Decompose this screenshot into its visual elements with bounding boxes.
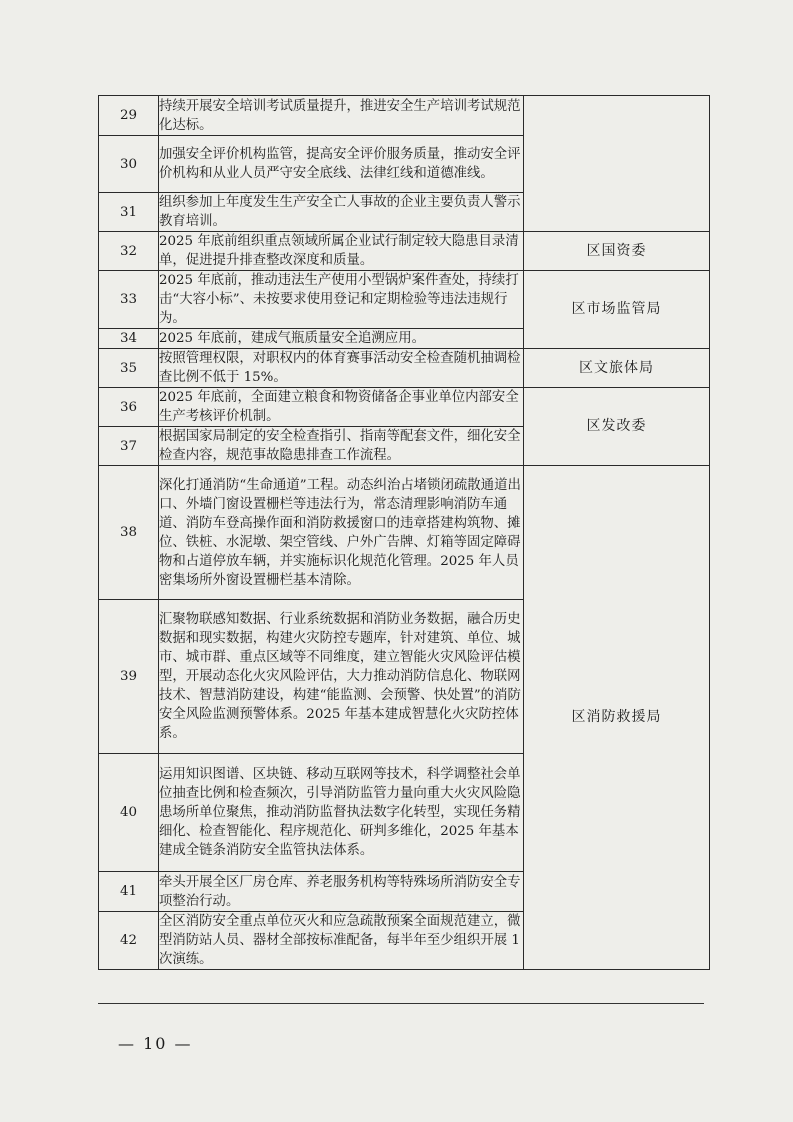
task-text: 2025 年底前，推动违法生产使用小型锅炉案件查处，持续打击“大容小标”、未按要求使用登记和定期检验等违法违规行为。 (159, 271, 524, 329)
row-number: 38 (99, 466, 159, 600)
footer-divider (98, 1003, 704, 1004)
department-cell: 区消防救援局 (524, 466, 710, 970)
row-number: 31 (99, 193, 159, 232)
department-cell: 区发改委 (524, 388, 710, 466)
row-number: 29 (99, 96, 159, 136)
page-number: — 10 — (118, 1034, 193, 1053)
row-number: 37 (99, 427, 159, 466)
task-text: 组织参加上年度发生生产安全亡人事故的企业主要负责人警示教育培训。 (159, 193, 524, 232)
department-cell: 区国资委 (524, 232, 710, 271)
table-row (99, 271, 710, 329)
row-number: 40 (99, 754, 159, 872)
task-text: 牵头开展全区厂房仓库、养老服务机构等特殊场所消防安全专项整治行动。 (159, 872, 524, 912)
table-row (99, 232, 710, 271)
task-text: 2025 年底前，全面建立粮食和物资储备企事业单位内部安全生产考核评价机制。 (159, 388, 524, 427)
row-number: 42 (99, 912, 159, 970)
task-text: 根据国家局制定的安全检查指引、指南等配套文件，细化安全检查内容，规范事故隐患排查工作流程。 (159, 427, 524, 466)
task-text: 2025 年底前组织重点领域所属企业试行制定较大隐患目录清单，促进提升排查整改深度和质量。 (159, 232, 524, 271)
task-text: 汇聚物联感知数据、行业系统数据和消防业务数据，融合历史数据和现实数据，构建火灾防控专题库，针对建筑、单位、城市、城市群、重点区域等不同维度，建立智能火灾风险评估模型，开展动态化火灾风险评估，大力推动消防信息化、物联网技术、智慧消防建设，构建“能监测、会预警、快处置”的消防安全风险监测预警体系。2025 年基本建成智慧化火灾防控体系。 (159, 600, 524, 754)
department-cell: 区市场监管局 (524, 271, 710, 349)
table-row (99, 96, 710, 136)
department-cell: 区文旅体局 (524, 349, 710, 388)
task-text: 持续开展安全培训考试质量提升，推进安全生产培训考试规范化达标。 (159, 96, 524, 136)
row-number: 35 (99, 349, 159, 388)
row-number: 32 (99, 232, 159, 271)
row-number: 33 (99, 271, 159, 329)
task-text: 深化打通消防“生命通道”工程。动态纠治占堵锁闭疏散通道出口、外墙门窗设置栅栏等违法行为，常态清理影响消防车通道、消防车登高操作面和消防救援窗口的违章搭建构筑物、摊位、铁桩、水泥墩、架空管线、户外广告牌、灯箱等固定障碍物和占道停放车辆，并实施标识化规范化管理。2025 年人员密集场所外窗设置栅栏基本清除。 (159, 466, 524, 600)
row-number: 36 (99, 388, 159, 427)
table-row (99, 388, 710, 427)
row-number: 34 (99, 329, 159, 349)
department-cell-empty (524, 96, 710, 232)
task-table (98, 95, 710, 970)
task-text: 加强安全评价机构监管，提高安全评价服务质量，推动安全评价机构和从业人员严守安全底线、法律红线和道德准线。 (159, 136, 524, 193)
task-text: 2025 年底前，建成气瓶质量安全追溯应用。 (159, 329, 524, 349)
task-text: 全区消防安全重点单位灭火和应急疏散预案全面规范建立，微型消防站人员、器材全部按标准配备，每半年至少组织开展 1 次演练。 (159, 912, 524, 970)
task-text: 按照管理权限，对职权内的体育赛事活动安全检查随机抽调检查比例不低于 15%。 (159, 349, 524, 388)
row-number: 39 (99, 600, 159, 754)
row-number: 41 (99, 872, 159, 912)
task-text: 运用知识图谱、区块链、移动互联网等技术，科学调整社会单位抽查比例和检查频次，引导消防监管力量向重大火灾风险隐患场所单位聚焦，推动消防监督执法数字化转型，实现任务精细化、检查智能化、程序规范化、研判多维化，2025 年基本建成全链条消防安全监管执法体系。 (159, 754, 524, 872)
row-number: 30 (99, 136, 159, 193)
table-row (99, 349, 710, 388)
table-row (99, 466, 710, 600)
